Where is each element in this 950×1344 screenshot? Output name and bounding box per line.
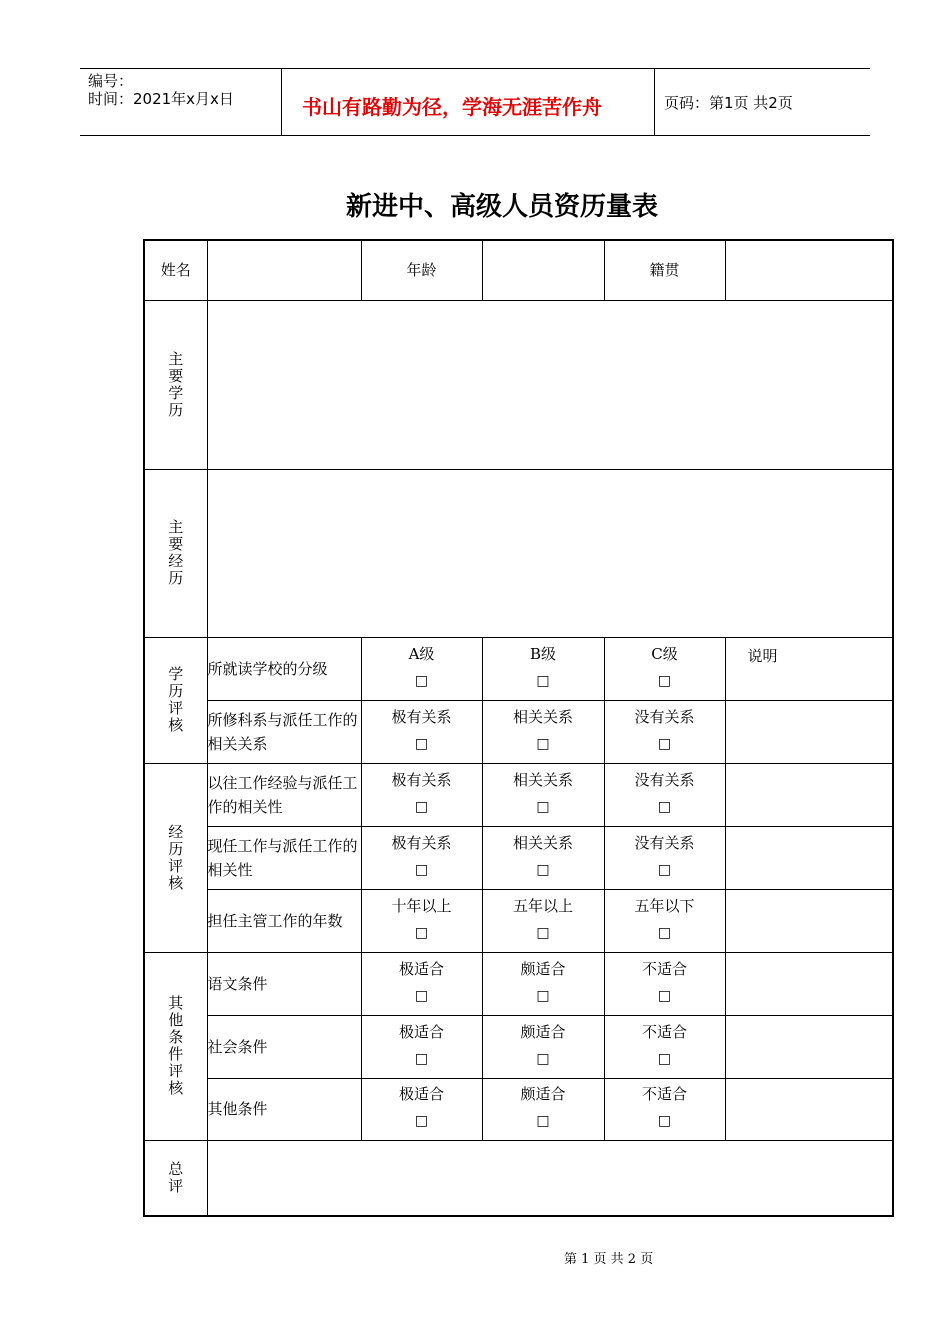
exp-eval-item-3: 担任主管工作的年数	[207, 889, 361, 952]
other-eval-3-option-b[interactable]: 颇适合 □	[482, 1078, 604, 1140]
experience-label-cell	[144, 469, 207, 637]
other-eval-item-2: 社会条件	[207, 1015, 361, 1078]
checkbox-icon[interactable]: □	[536, 924, 550, 941]
edu-eval-2-note[interactable]	[725, 700, 893, 763]
exp-eval-label-cell	[144, 763, 207, 952]
date-line: 时间：2021年x月x日	[88, 90, 234, 108]
edu-eval-2-option-b[interactable]: 相关关系 □	[482, 700, 604, 763]
other-eval-label: 其他条件评核	[168, 994, 184, 1097]
checkbox-icon[interactable]: □	[657, 987, 672, 1004]
other-eval-2-option-c[interactable]: 不适合 □	[604, 1015, 725, 1078]
exp-eval-row-2	[144, 826, 893, 889]
header-divider-left	[281, 68, 282, 136]
exp-eval-item-1: 以往工作经验与派任工作的相关性	[207, 763, 361, 826]
basic-info-row	[144, 240, 893, 300]
checkbox-icon[interactable]: □	[536, 798, 550, 815]
checkbox-icon[interactable]: □	[657, 798, 672, 815]
exp-eval-2-note[interactable]	[725, 826, 893, 889]
exp-eval-1-option-b[interactable]: 相关关系 □	[482, 763, 604, 826]
origin-label-cell	[604, 240, 725, 300]
checkbox-icon[interactable]: □	[657, 1113, 672, 1129]
edu-eval-row-2	[144, 700, 893, 763]
header-top-rule	[80, 68, 870, 69]
experience-row	[144, 469, 893, 637]
qualification-form-table	[143, 239, 894, 1217]
exp-eval-2-option-c[interactable]: 没有关系 □	[604, 826, 725, 889]
summary-label-cell	[144, 1140, 207, 1216]
exp-eval-2-option-a[interactable]: 极有关系 □	[361, 826, 482, 889]
other-eval-row-1	[144, 952, 893, 1015]
other-eval-3-option-a[interactable]: 极适合 □	[361, 1078, 482, 1140]
age-label: 年龄	[406, 261, 437, 280]
edu-eval-note-cell[interactable]	[725, 637, 893, 700]
checkbox-icon[interactable]: □	[536, 987, 550, 1004]
origin-field[interactable]	[725, 240, 893, 300]
experience-field[interactable]	[207, 469, 893, 637]
other-eval-item-1: 语文条件	[207, 952, 361, 1015]
other-eval-2-note[interactable]	[725, 1015, 893, 1078]
other-eval-3-note[interactable]	[725, 1078, 893, 1140]
other-eval-1-option-a[interactable]: 极适合 □	[361, 952, 482, 1015]
exp-eval-label: 经历评核	[168, 822, 184, 892]
exp-eval-3-option-a[interactable]: 十年以上 □	[361, 889, 482, 952]
origin-label: 籍贯	[649, 261, 680, 280]
other-eval-3-option-c[interactable]: 不适合 □	[604, 1078, 725, 1140]
name-field[interactable]	[207, 240, 361, 300]
age-label-cell	[361, 240, 482, 300]
other-eval-1-option-b[interactable]: 颇适合 □	[482, 952, 604, 1015]
other-eval-item-3: 其他条件	[207, 1078, 361, 1140]
checkbox-icon[interactable]: □	[414, 861, 429, 878]
edu-eval-2-option-c[interactable]: 没有关系 □	[604, 700, 725, 763]
checkbox-icon[interactable]: □	[536, 735, 550, 752]
exp-eval-row-1	[144, 763, 893, 826]
checkbox-icon[interactable]: □	[414, 1113, 429, 1129]
age-field[interactable]	[482, 240, 604, 300]
other-eval-row-3	[144, 1078, 893, 1140]
education-label: 主要学历	[168, 349, 184, 419]
checkbox-icon[interactable]: □	[536, 672, 550, 689]
page-info: 页码：第1页 共2页	[664, 94, 793, 112]
checkbox-icon[interactable]: □	[657, 672, 672, 689]
other-eval-row-2	[144, 1015, 893, 1078]
name-label-cell	[144, 240, 207, 300]
edu-eval-row-1	[144, 637, 893, 700]
checkbox-icon[interactable]: □	[657, 924, 672, 941]
exp-eval-item-2: 现任工作与派任工作的相关性	[207, 826, 361, 889]
edu-eval-item-2: 所修科系与派任工作的相关关系	[207, 700, 361, 763]
summary-label: 总评	[168, 1159, 184, 1195]
checkbox-icon[interactable]: □	[536, 1050, 550, 1067]
exp-eval-3-option-c[interactable]: 五年以下 □	[604, 889, 725, 952]
header-divider-right	[654, 68, 655, 136]
serial-label: 编号：	[88, 72, 134, 90]
education-row	[144, 300, 893, 469]
education-label-cell	[144, 300, 207, 469]
summary-row	[144, 1140, 893, 1216]
edu-eval-2-option-a[interactable]: 极有关系 □	[361, 700, 482, 763]
edu-eval-1-option-a[interactable]: A级 □	[361, 637, 482, 700]
exp-eval-3-note[interactable]	[725, 889, 893, 952]
checkbox-icon[interactable]: □	[414, 672, 429, 689]
checkbox-icon[interactable]: □	[657, 861, 672, 878]
checkbox-icon[interactable]: □	[414, 798, 429, 815]
education-field[interactable]	[207, 300, 893, 469]
exp-eval-1-option-a[interactable]: 极有关系 □	[361, 763, 482, 826]
exp-eval-3-option-b[interactable]: 五年以上 □	[482, 889, 604, 952]
other-eval-2-option-a[interactable]: 极适合 □	[361, 1015, 482, 1078]
checkbox-icon[interactable]: □	[414, 987, 429, 1004]
checkbox-icon[interactable]: □	[657, 735, 672, 752]
exp-eval-1-option-c[interactable]: 没有关系 □	[604, 763, 725, 826]
edu-eval-item-1: 所就读学校的分级	[207, 637, 361, 700]
exp-eval-2-option-b[interactable]: 相关关系 □	[482, 826, 604, 889]
header-motto: 书山有路勤为径，学海无涯苦作舟	[302, 95, 602, 119]
name-label: 姓名	[160, 261, 191, 280]
checkbox-icon[interactable]: □	[657, 1050, 672, 1067]
checkbox-icon[interactable]: □	[414, 735, 429, 752]
page-footer: 第 1 页 共 2 页	[564, 1252, 654, 1267]
document-title: 新进中、高级人员资历量表	[346, 192, 659, 222]
exp-eval-row-3	[144, 889, 893, 952]
checkbox-icon[interactable]: □	[414, 924, 429, 941]
other-eval-1-option-c[interactable]: 不适合 □	[604, 952, 725, 1015]
note-label: 说明	[747, 646, 778, 665]
other-eval-label-cell	[144, 952, 207, 1140]
other-eval-2-option-b[interactable]: 颇适合 □	[482, 1015, 604, 1078]
summary-field[interactable]	[207, 1140, 893, 1216]
other-eval-1-note[interactable]	[725, 952, 893, 1015]
edu-eval-label: 学历评核	[168, 665, 184, 734]
edu-eval-1-option-b[interactable]: B级 □	[482, 637, 604, 700]
edu-eval-1-option-c[interactable]: C级 □	[604, 637, 725, 700]
checkbox-icon[interactable]: □	[536, 1113, 550, 1129]
header-bottom-rule	[80, 135, 870, 136]
edu-eval-label-cell	[144, 637, 207, 763]
experience-label: 主要经历	[168, 518, 184, 587]
exp-eval-1-note[interactable]	[725, 763, 893, 826]
checkbox-icon[interactable]: □	[536, 861, 550, 878]
checkbox-icon[interactable]: □	[414, 1050, 429, 1067]
